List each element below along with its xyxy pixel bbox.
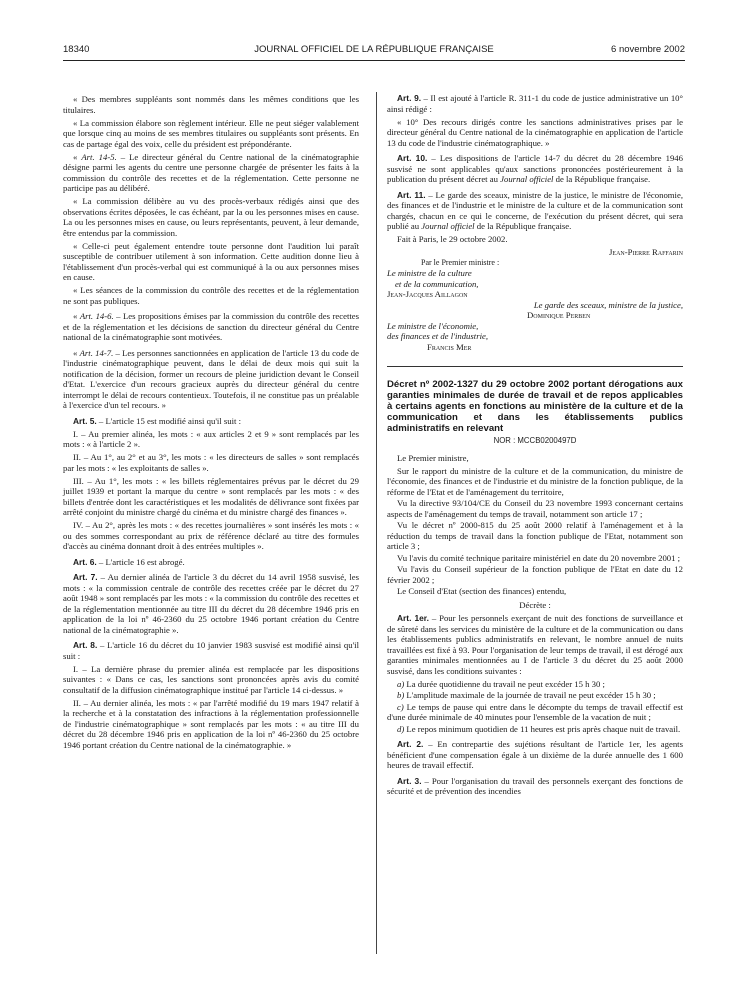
article-6: Art. 6. – L'article 16 est abrogé. xyxy=(73,556,185,567)
article-14-5: « Art. 14-5. – Le directeur général du Centre national de la cinématographie désigne parmi les agents du centre une personne chargée de présenter les faits à la commission du contrôle des recettes et de la réglementation. Cette personne ne participe pas au délibéré. xyxy=(63,151,360,193)
signature-economie: Francis Mer xyxy=(427,341,472,352)
ministre-economie-2: des finances et de l'industrie, xyxy=(387,331,489,341)
article-label: Art. 14-6. xyxy=(79,311,114,321)
article-11: Art. 11. – Le garde des sceaux, ministre de la justice, le ministre de l'économie, des finances et de l'industrie et le ministre de la culture et de la communication sont chargés, chacun en ce qui le concerne, de l'exécution du présent décret, qui sera publié au Journal officiel de la République française. xyxy=(387,189,683,231)
article-label: Art. 7. xyxy=(73,572,98,582)
list-item: d) Le repos minimum quotidien de 11 heures est pris après chaque nuit de travail. xyxy=(397,723,681,734)
article-label: Art. 5. xyxy=(73,415,97,426)
visa: Vu l'avis du Conseil supérieur de la fonction publique de l'Etat en date du 12 février 2002 ; xyxy=(387,564,683,585)
article-5: Art. 5. – L'article 15 est modifié ainsi qu'il suit : xyxy=(73,415,242,426)
article-label: Art. 2. xyxy=(397,739,424,749)
article-label: Art. 1er. xyxy=(397,613,429,623)
article-label: Art. 8. xyxy=(73,640,98,650)
section-separator xyxy=(387,366,683,367)
paragraph: « Des membres suppléants sont nommés dans les mêmes conditions que les titulaires. xyxy=(63,94,359,115)
nor-reference: NOR : MCCB0200497D xyxy=(493,436,577,445)
article-label: Art. 3. xyxy=(397,775,422,786)
page-number: 18340 xyxy=(63,44,90,55)
article-8: Art. 8. – L'article 16 du décret du 10 janvier 1983 susvisé est modifié ainsi qu'il suit : xyxy=(63,640,359,661)
visa: Vu le décret nº 2000-815 du 25 août 2000 relatif à l'aménagement et à la réduction du temps de travail dans la fonction publique de l'Etat, notamment son article 3 ; xyxy=(387,520,683,551)
page-header xyxy=(63,44,685,58)
article-label: Art. 9. xyxy=(397,93,422,103)
decret-title: Décret nº 2002-1327 du 29 octobre 2002 portant dérogations aux garanties minimales de durée de travail et de repos applicables à certains agents en fonctions au ministère de la culture et de la communication et dans les établissements publics administratifs en relevant xyxy=(387,379,683,434)
paragraph: « Les séances de la commission du contrôle des recettes et de la réglementation ne sont pas publiques. xyxy=(63,285,359,306)
paragraph: « La commission délibère au vu des procès-verbaux rédigés ainsi que des observations écrites déposées, le cas échéant, par la ou les personnes mises en cause. La ou les personnes mises en cause, ou leurs représentants, peuvent, à leur demande, être entendus par la commission. xyxy=(63,196,359,238)
decrete: Décrète : xyxy=(519,599,551,610)
par-le-premier-ministre: Par le Premier ministre : xyxy=(421,257,500,267)
ministre-culture: Le ministre de la culture xyxy=(387,268,472,278)
visa: Sur le rapport du ministre de la culture et de la communication, du ministre de l'économie, des finances et de l'industrie et du ministre de la fonction publique, de la réforme de l'Etat et de l'aménagement du territoire, xyxy=(387,465,683,497)
article-label: Art. 10. xyxy=(397,153,428,163)
issue-date: 6 novembre 2002 xyxy=(611,44,685,55)
visa: Vu la directive 93/104/CE du Conseil du 23 novembre 1993 concernant certains aspects de l'aménagement du temps de travail, notamment son article 17 ; xyxy=(387,498,683,519)
journal-title: JOURNAL OFFICIEL DE LA RÉPUBLIQUE FRANÇAISE xyxy=(254,44,494,55)
ministre-culture-2: et de la communication, xyxy=(395,278,479,289)
header-rule xyxy=(63,60,685,61)
article-7: Art. 7. – Au dernier alinéa de l'article 3 du décret du 14 avril 1958 susvisé, les mots : « la commission centrale de contrôle des recettes créée par le décret du 27 août 1948 » sont remplacés par les mots : « la commission du contrôle des recettes et de la réglementation mentionnée au titre III du décret du 28 décembre 1946 pris en application de la loi nº 46-2360 du 25 octobre 1946 portant création du Centre national de la cinématographie ». xyxy=(63,572,359,635)
article-label: Art. 6. xyxy=(73,556,97,567)
article-1: Art. 1er. – Pour les personnels exerçant de nuit des fonctions de surveillance et de sûreté dans les services du ministère de la culture et de la communication ou dans les établissements publics administratifs en relevant, le nombre annuel de nuits travaillées est fixé à 93. Pour l'organisation de leur temps de travail, il est dérogé aux garanties minimales mentionnées au I de l'article 3 du décret du 25 août 2000 susvisé, dans les conditions suivantes : xyxy=(387,613,683,676)
paragraph: « 10° Des recours dirigés contre les sanctions administratives prises par le directeur général du Centre national de la cinématographie en application de l'article 13 du code de l'industrie cinématographique. » xyxy=(387,116,683,148)
paragraph: I. – La dernière phrase du premier alinéa est remplacée par les dispositions suivantes : « Dans ce cas, les sanctions sont prononcées après avis du comité consultatif de la diffusion cinématographique institué par l'article 14 ci-dessus. » xyxy=(63,663,359,695)
visa: Le Premier ministre, xyxy=(397,452,469,463)
article-10: Art. 10. – Les dispositions de l'article 14-7 du décret du 28 décembre 1946 susvisé ne sont applicables qu'aux sanctions prononcées postérieurement à la publication du présent décret au Journal officiel de la République française. xyxy=(387,153,683,184)
paragraph: « Celle-ci peut également entendre toute personne dont l'audition lui paraît susceptible de contribuer utilement à son information. Cette audition donne lieu à l'établissement d'un procès-verbal qui est communiqué à la ou aux personnes mises en cause. xyxy=(63,240,359,282)
list-item: c) Le temps de pause qui entre dans le décompte du temps de travail effectif est d'une durée minimale de 40 minutes pour l'ensemble de la vacation de nuit ; xyxy=(387,701,683,722)
signature-garde: Dominique Perben xyxy=(527,310,591,320)
ministre-economie: Le ministre de l'économie, xyxy=(387,320,479,331)
article-label: Art. 14-5. xyxy=(81,151,117,162)
article-14-6: « Art. 14-6. – Les propositions émises par la commission du contrôle des recettes et de la réglementation et les décisions de sanction du directeur général du Centre national de la cinématographie sont motivées. xyxy=(63,311,360,342)
article-label: Art. 11. xyxy=(397,189,426,200)
garde-des-sceaux: Le garde des sceaux, ministre de la justice, xyxy=(533,299,683,310)
paragraph: « La commission élabore son règlement intérieur. Elle ne peut siéger valablement que lorsque cinq au moins de ses membres titulaires ou suppléants sont présents. En cas de partage égal des voix, celle du président est prépondérante. xyxy=(63,117,359,149)
list-item: a) La durée quotidienne du travail ne peut excéder 15 h 30 ; xyxy=(397,678,605,689)
article-9: Art. 9. – Il est ajouté à l'article R. 311-1 du code de justice administrative un 10° ainsi rédigé : xyxy=(387,93,683,114)
signature-premier-ministre: Jean-Pierre Raffarin xyxy=(609,247,683,257)
list-item: b) L'amplitude maximale de la journée de travail ne peut excéder 15 h 30 ; xyxy=(397,690,656,700)
left-column xyxy=(63,94,359,753)
article-3: Art. 3. – Pour l'organisation du travail des personnels exerçant des fonctions de sécurité et de prévention des incendies xyxy=(387,775,683,796)
paragraph: IV. – Au 2°, après les mots : « des recettes journalières » sont insérés les mots : « ou des sommes correspondant au prix de référence déclaré au titre des formules d'accès au cinéma donnant droit à des entrées multiples ». xyxy=(63,520,359,551)
fait-a-paris: Fait à Paris, le 29 octobre 2002. xyxy=(397,234,508,244)
signature-culture: Jean-Jacques Aillagon xyxy=(387,289,468,299)
paragraph: III. – Au 1°, les mots : « les billets réglementaires prévus par le décret du 29 juillet 1939 et portant la marque du centre » sont remplacés par les mots : « des billets d'entrée dont les caractéristiques et les modalités de délivrance sont fixées par arrêté conjoint du ministre chargé du cinéma et du ministre chargé des finances ». xyxy=(63,475,359,517)
paragraph: II. – Au dernier alinéa, les mots : « par l'arrêté modifié du 19 mars 1947 relatif à la recherche et à la constatation des infractions à la réglementation professionnelle de l'industrie cinématographique » sont remplacés par les mots : « au titre III du décret du 28 décembre 1946 pris en application de la loi nº 46-2360 du 25 octobre 1946 portant création du Centre national de la cinématographie. » xyxy=(63,697,359,750)
article-14-7: « Art. 14-7. – Les personnes sanctionnées en application de l'article 13 du code de l'industrie cinématographique peuvent, dans le délai de deux mois qui suit la notification de la décision, former un recours de pleine juridiction devant le Conseil d'Etat. L'exercice d'un recours gracieux auprès du directeur général du centre interrompt le délai de recours contentieux. Toutefois, il ne constitue pas un préalable à l'exercice d'un tel recours. » xyxy=(63,347,360,410)
paragraph: I. – Au premier alinéa, les mots : « aux articles 2 et 9 » sont remplacés par les mots : « à l'article 2 ». xyxy=(63,428,359,449)
visa: Le Conseil d'Etat (section des finances) entendu, xyxy=(397,586,567,596)
column-rule xyxy=(376,92,377,954)
article-label: Art. 14-7. xyxy=(79,347,114,358)
visa: Vu l'avis du comité technique paritaire ministériel en date du 20 novembre 2001 ; xyxy=(397,552,681,563)
paragraph: II. – Au 1°, au 2° et au 3°, les mots : « les directeurs de salles » sont remplacés par les mots : « les exploitants de salles ». xyxy=(63,452,359,473)
right-column xyxy=(387,93,683,799)
article-2: Art. 2. – En contrepartie des sujétions résultant de l'article 1er, les agents bénéficient d'une compensation égale à un dixième de la durée annuelle des 1 600 heures de travail effectif. xyxy=(387,739,683,770)
